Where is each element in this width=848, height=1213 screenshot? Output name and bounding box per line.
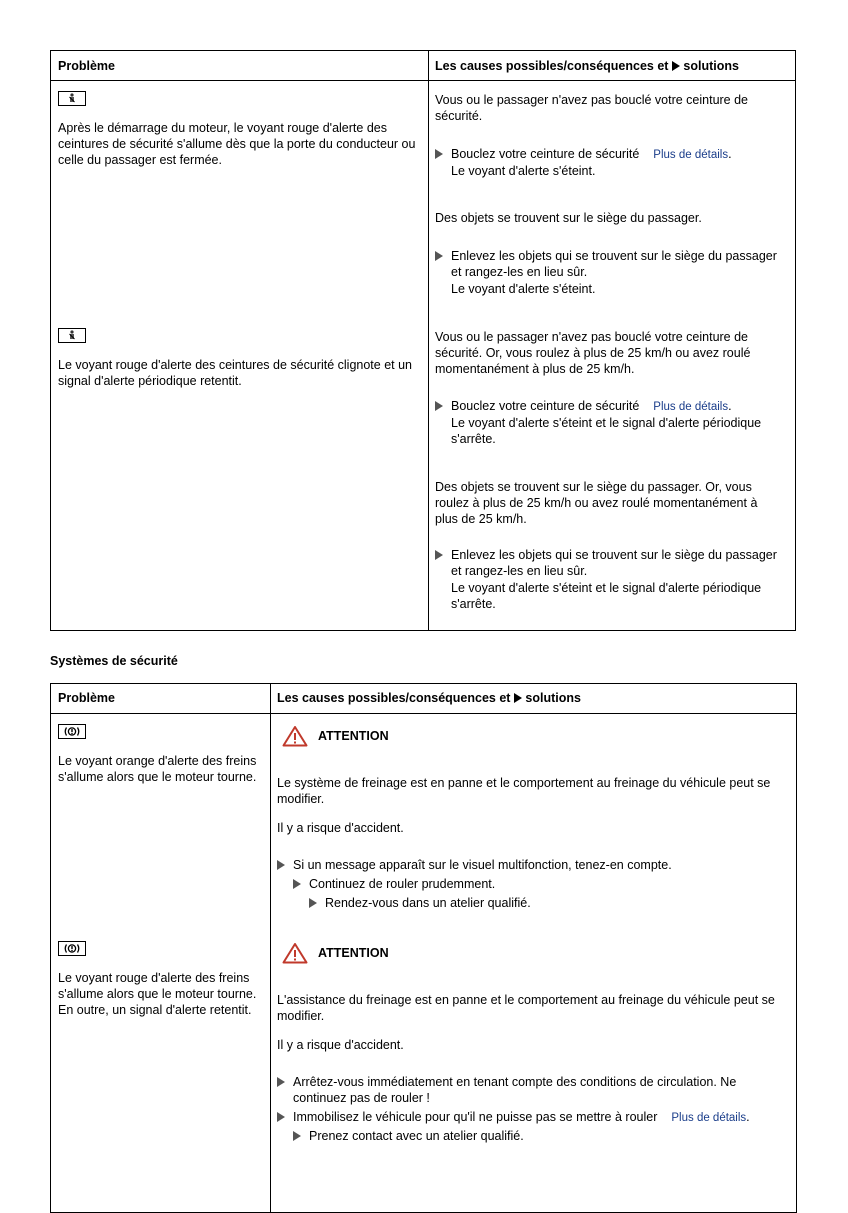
- triangle-bullet-icon: [435, 401, 443, 411]
- warning-heading: [282, 942, 389, 964]
- table-column-divider: [270, 683, 271, 1213]
- problem-text: Le voyant rouge d'alerte des ceintures de sécurité clignote et un signal d'alerte périodique retentit.: [58, 358, 412, 388]
- result-text: Le voyant d'alerte s'éteint et le signal d'alerte périodique s'arrête.: [451, 416, 762, 446]
- triangle-bullet-icon: [293, 1131, 301, 1141]
- solution-substep: Continuez de rouler prudemment.: [293, 876, 789, 892]
- triangle-bullet-icon: [435, 251, 443, 261]
- column-header-causes: Les causes possibles/conséquences et solutions: [435, 59, 739, 73]
- triangle-bullet-icon: [277, 860, 285, 870]
- result-text: Le voyant d'alerte s'éteint et le signal d'alerte périodique s'arrête.: [451, 581, 762, 611]
- result-text: Le voyant d'alerte s'éteint.: [451, 164, 596, 178]
- solution-step: Bouclez votre ceinture de sécurité Plus de détails.: [435, 398, 790, 414]
- column-header-problem: Problème: [58, 691, 115, 705]
- problem-text: Le voyant rouge d'alerte des freins s'allume alors que le moteur tourne. En outre, un signal d'alerte retentit.: [58, 971, 257, 1017]
- warning-triangle-icon: [282, 725, 308, 747]
- accident-risk-text: Il y a risque d'accident.: [277, 821, 404, 835]
- solution-step: Arrêtez-vous immédiatement en tenant compte des conditions de circulation. Ne continuez pas de rouler !: [277, 1074, 767, 1106]
- warning-heading: [282, 725, 389, 747]
- more-details-link[interactable]: Plus de détails: [653, 149, 729, 161]
- triangle-bullet-icon: [293, 879, 301, 889]
- more-details-link[interactable]: Plus de détails: [653, 401, 729, 413]
- triangle-bullet-icon: [514, 693, 522, 703]
- cause-text: Des objets se trouvent sur le siège du passager.: [435, 211, 702, 225]
- brake-warning-icon: [58, 724, 86, 739]
- seatbelt-icon: [58, 328, 86, 343]
- triangle-bullet-icon: [277, 1077, 285, 1087]
- cause-text: Vous ou le passager n'avez pas bouclé votre ceinture de sécurité.: [435, 93, 749, 123]
- solution-substep: Rendez-vous dans un atelier qualifié.: [309, 895, 789, 911]
- section-title: Systèmes de sécurité: [50, 654, 178, 668]
- triangle-bullet-icon: [309, 898, 317, 908]
- warning-text: L'assistance du freinage est en panne et le comportement au freinage du véhicule peut se modifier.: [277, 993, 775, 1023]
- column-header-causes: Les causes possibles/conséquences et solutions: [277, 691, 581, 705]
- solution-substep: Prenez contact avec un atelier qualifié.: [293, 1128, 789, 1144]
- warning-label: ATTENTION: [318, 946, 389, 960]
- seatbelt-icon: [58, 91, 86, 106]
- warning-text: Le système de freinage est en panne et le comportement au freinage du véhicule peut se modifier.: [277, 776, 771, 806]
- problem-text: Le voyant orange d'alerte des freins s'allume alors que le moteur tourne.: [58, 754, 257, 784]
- triangle-bullet-icon: [435, 550, 443, 560]
- solution-step: Bouclez votre ceinture de sécurité Plus de détails.: [435, 146, 790, 162]
- warning-label: ATTENTION: [318, 729, 389, 743]
- cause-text: Vous ou le passager n'avez pas bouclé votre ceinture de sécurité. Or, vous roulez à plus de 25 km/h ou avez roulé momentanément à plus de 25 km/h.: [435, 330, 751, 376]
- column-header-problem: Problème: [58, 59, 115, 73]
- more-details-link[interactable]: Plus de détails: [671, 1112, 747, 1124]
- warning-triangle-icon: [282, 942, 308, 964]
- triangle-bullet-icon: [435, 149, 443, 159]
- table-header-divider: [50, 713, 797, 714]
- solution-step: Enlevez les objets qui se trouvent sur le siège du passager et rangez-les en lieu sûr.: [435, 248, 790, 280]
- cause-text: Des objets se trouvent sur le siège du passager. Or, vous roulez à plus de 25 km/h ou avez roulé momentanément à plus de 25 km/h.: [435, 480, 758, 526]
- triangle-bullet-icon: [277, 1112, 285, 1122]
- problem-text: Après le démarrage du moteur, le voyant rouge d'alerte des ceintures de sécurité s'allume dès que la porte du conducteur ou celle du passager est fermée.: [58, 121, 416, 167]
- triangle-bullet-icon: [672, 61, 680, 71]
- table-column-divider: [428, 50, 429, 631]
- solution-step: Si un message apparaît sur le visuel multifonction, tenez-en compte.: [277, 857, 789, 873]
- result-text: Le voyant d'alerte s'éteint.: [451, 282, 596, 296]
- brake-warning-icon: [58, 941, 86, 956]
- accident-risk-text: Il y a risque d'accident.: [277, 1038, 404, 1052]
- solution-step: Enlevez les objets qui se trouvent sur le siège du passager et rangez-les en lieu sûr.: [435, 547, 790, 579]
- table-header-divider: [50, 80, 796, 81]
- solution-step: Immobilisez le véhicule pour qu'il ne puisse pas se mettre à rouler Plus de détails.: [277, 1109, 792, 1125]
